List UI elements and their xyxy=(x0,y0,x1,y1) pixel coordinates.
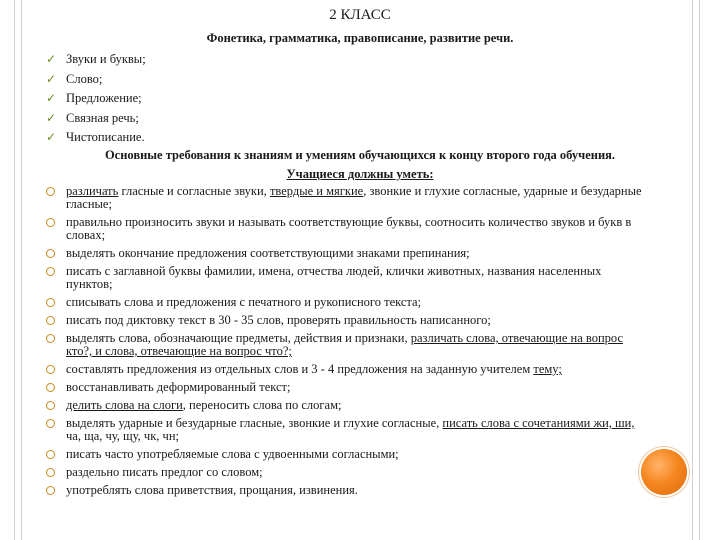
list-item: ✓ Предложение; xyxy=(46,89,146,109)
list-item: писать с заглавной буквы фамилии, имена, отчества людей, клички животных, названия населенных пунктов; xyxy=(46,265,646,291)
checkmark-icon: ✓ xyxy=(46,110,57,125)
circle-bullet-icon xyxy=(46,316,55,325)
circle-bullet-icon xyxy=(46,334,55,343)
list-item: выделять окончание предложения соответствующими знаками препинания; xyxy=(46,247,646,260)
circle-bullet-icon xyxy=(46,365,55,374)
requirements-heading: Основные требования к знаниям и умениям обучающихся к концу второго года обучения. xyxy=(104,148,616,162)
circle-bullet-icon xyxy=(46,267,55,276)
list-item: выделять ударные и безударные гласные, звонкие и глухие согласные, писать слова с сочетаниями жи, ши, ча, ща, чу, щу, чк, чн; xyxy=(46,417,646,443)
list-item: списывать слова и предложения с печатного и рукописного текста; xyxy=(46,296,646,309)
list-item: правильно произносить звуки и называть соответствующие буквы, соотносить количество звуков и букв в словах; xyxy=(46,216,646,242)
circle-bullet-icon xyxy=(46,401,55,410)
list-item: раздельно писать предлог со словом; xyxy=(46,466,646,479)
topics-list xyxy=(46,50,146,148)
circle-bullet-icon xyxy=(46,298,55,307)
circle-bullet-icon xyxy=(46,450,55,459)
checkmark-icon: ✓ xyxy=(46,91,57,105)
circle-bullet-icon xyxy=(46,468,55,477)
circle-bullet-icon xyxy=(46,187,55,196)
checkmark-icon: ✓ xyxy=(46,71,57,86)
circle-bullet-icon xyxy=(46,486,55,495)
list-item: восстанавливать деформированный текст; xyxy=(46,381,646,394)
circle-bullet-icon xyxy=(46,218,55,227)
list-item: делить слова на слоги, переносить слова по слогам; xyxy=(46,399,646,412)
circle-bullet-icon xyxy=(46,383,55,392)
list-item: ✓ Чистописание. xyxy=(46,128,146,148)
left-frame-line xyxy=(14,0,22,540)
right-frame-line xyxy=(692,0,700,540)
list-item: ✓ Звуки и буквы; xyxy=(46,50,146,70)
skills-list xyxy=(46,185,646,502)
subtitle: Фонетика, грамматика, правописание, развитие речи. xyxy=(206,31,514,45)
list-item: ✓ Слово; xyxy=(46,70,146,90)
list-item: ✓ Связная речь; xyxy=(46,109,146,129)
checkmark-icon: ✓ xyxy=(46,52,57,66)
list-item: употреблять слова приветствия, прощания, извинения. xyxy=(46,484,646,497)
list-item: составлять предложения из отдельных слов и 3 - 4 предложения на заданную учителем тему; xyxy=(46,363,646,376)
circle-bullet-icon xyxy=(46,249,55,258)
checkmark-icon: ✓ xyxy=(46,130,57,144)
circle-bullet-icon xyxy=(46,419,55,428)
page-title: 2 КЛАСС xyxy=(329,7,391,23)
list-item: различать гласные и согласные звуки, твердые и мягкие, звонкие и глухие согласные, ударные и безударные гласные; xyxy=(46,185,646,211)
list-item: писать часто употребляемые слова с удвоенными согласными; xyxy=(46,448,646,461)
must-heading: Учащиеся должны уметь: xyxy=(286,167,434,181)
list-item: выделять слова, обозначающие предметы, действия и признаки, различать слова, отвечающие на вопрос кто?, и слова, отвечающие на вопрос что?; xyxy=(46,332,646,358)
list-item: писать под диктовку текст в 30 - 35 слов, проверять правильность написанного; xyxy=(46,314,646,327)
orange-circle-decoration xyxy=(641,449,687,495)
